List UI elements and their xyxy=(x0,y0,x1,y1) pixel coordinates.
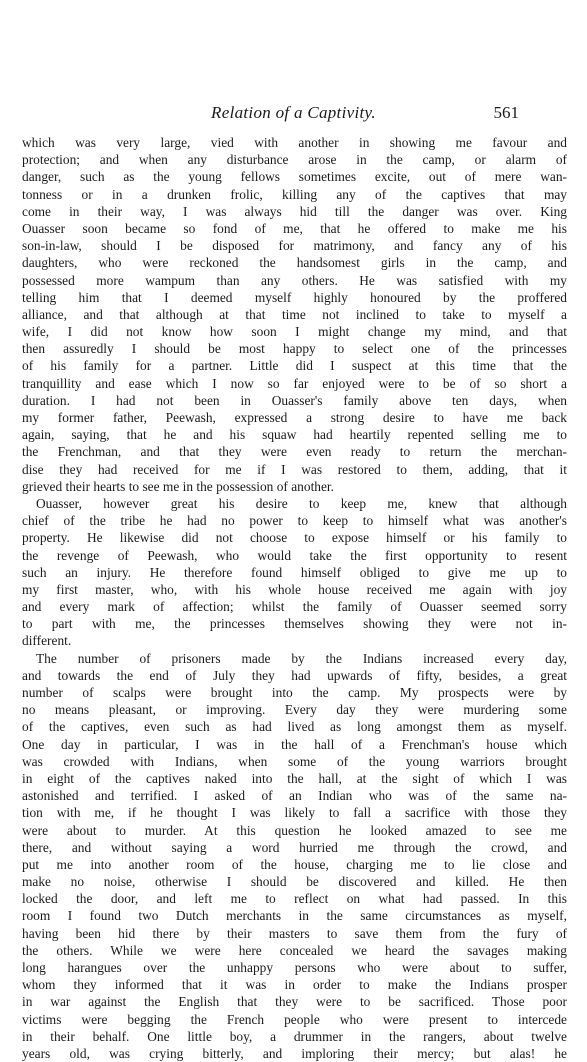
text-line: tion with me, if he thought I was likely to fall a sacrifice with those they xyxy=(22,805,567,821)
text-line: different. xyxy=(22,633,72,649)
text-line: son-in-law, should I be disposed for matrimony, and fancy any of his xyxy=(22,238,567,254)
text-line: the Frenchman, and that they were even ready to return the merchan- xyxy=(22,444,567,460)
text-line: years old, was crying bitterly, and imploring their mercy; but alas! he xyxy=(22,1045,567,1061)
text-line: tonness or in a drunken frolic, killing any of the captives that may xyxy=(22,186,567,202)
text-line: victims were begging the French people who were present to intercede xyxy=(22,1011,567,1027)
text-line: in their behalf. One little boy, a drummer in the rangers, about twelve xyxy=(22,1028,567,1044)
text-line: wife, I did not know how soon I might change my mind, and that xyxy=(22,324,567,340)
page-number: 561 xyxy=(493,103,519,122)
text-line: and towards the end of July they had upwards of fifty, besides, a great xyxy=(22,667,567,683)
text-line: the others. While we were here concealed we heard the savages making xyxy=(22,942,567,958)
text-line: whom they informed that it was in order to make the Indians prosper xyxy=(22,977,567,993)
text-line: come in their way, I was always hid till the danger was over. King xyxy=(22,203,567,219)
text-line: property. He likewise did not choose to expose himself or his family to xyxy=(22,530,567,546)
text-line: Ouasser soon became so fond of me, that he offered to make me his xyxy=(22,220,567,236)
text-line: and every mark of affection; whilst the family of Ouasser seemed sorry xyxy=(22,599,567,615)
text-line: again, saying, that he and his squaw had heartily repented selling me to xyxy=(22,427,567,443)
text-line: chief of the tribe he had no power to keep to himself what was another's xyxy=(22,513,567,529)
running-title: Relation of a Captivity. xyxy=(211,103,376,122)
text-line: my former father, Peewash, expressed a strong desire to have me back xyxy=(22,410,567,425)
text-line: in war against the English that they were to be sacrificed. Those poor xyxy=(22,994,567,1010)
text-line: having been hid there by their masters to save them from the fury of xyxy=(22,925,567,941)
text-line: locked the door, and left me to reflect on what had passed. In this xyxy=(22,891,567,907)
text-line: possessed more wampum than any others. He was satisfied with my xyxy=(22,272,567,288)
text-line: no means pleasant, or improving. Every day they were murdering some xyxy=(22,702,567,718)
text-line: alliance, and that although at that time not inclined to take to myself a xyxy=(22,306,567,322)
text-line: One day in particular, I was in the hall of a Frenchman's house which xyxy=(22,736,567,752)
text-line: room I found two Dutch merchants in the same circumstances as myself, xyxy=(22,908,567,924)
text-line: tranquillity and ease which I now so far enjoyed were to be of so short a xyxy=(22,375,567,391)
text-line: such an injury. He therefore found himself obliged to give me up to xyxy=(22,564,567,580)
text-line: Ouasser, however great his desire to keep me, knew that although xyxy=(36,495,567,511)
text-line: the revenge of Peewash, who would take the first opportunity to resent xyxy=(22,547,567,563)
text-line: were about to murder. At this question he looked amazed to see me xyxy=(22,822,567,838)
text-line: my first master, who, with his whole house received me again with joy xyxy=(22,581,567,597)
text-line: then assuredly I should be most happy to select one of the princesses xyxy=(22,341,567,357)
text-line: there, and without saying a word hurried me through the crowd, and xyxy=(22,839,567,855)
text-line: which was very large, vied with another in showing me favour and xyxy=(22,135,567,150)
text-line: of the captives, even such as had lived as long amongst them as myself. xyxy=(22,719,567,735)
text-line: danger, such as the young fellows sometimes excite, out of mere wan- xyxy=(22,169,567,185)
text-line: astonished and terrified. I asked of an Indian who was of the same na- xyxy=(22,788,567,804)
text-line: grieved their hearts to see me in the possession of another. xyxy=(22,478,334,494)
text-line: of his family for a partner. Little did I suspect at this time that the xyxy=(22,358,567,374)
text-line: protection; and when any disturbance arose in the camp, or alarm of xyxy=(22,152,567,168)
text-line: number of scalps were brought into the camp. My prospects were by xyxy=(22,685,567,700)
body-text xyxy=(22,134,567,1062)
text-line: long harangues over the unhappy persons who were about to suffer, xyxy=(22,960,567,975)
text-line: make no noise, otherwise I should be discovered and killed. He then xyxy=(22,874,567,890)
text-line: telling him that I deemed myself highly honoured by the proffered xyxy=(22,289,567,305)
text-line: to part with me, the princesses themselves showing they were not in- xyxy=(22,616,567,632)
text-line: put me into another room of the house, charging me to lie close and xyxy=(22,856,567,872)
text-line: duration. I had not been in Ouasser's family above ten days, when xyxy=(22,392,567,408)
running-head xyxy=(0,103,587,125)
text-line: was crowded with Indians, when some of the young warriors brought xyxy=(22,753,567,769)
text-line: in eight of the captives naked into the hall, at the sight of which I was xyxy=(22,770,567,786)
text-line: The number of prisoners made by the Indians increased every day, xyxy=(36,650,567,666)
text-line: dise they had received for me if I was restored to them, adding, that it xyxy=(22,461,567,477)
text-line: daughters, who were reckoned the handsomest girls in the camp, and xyxy=(22,255,567,271)
